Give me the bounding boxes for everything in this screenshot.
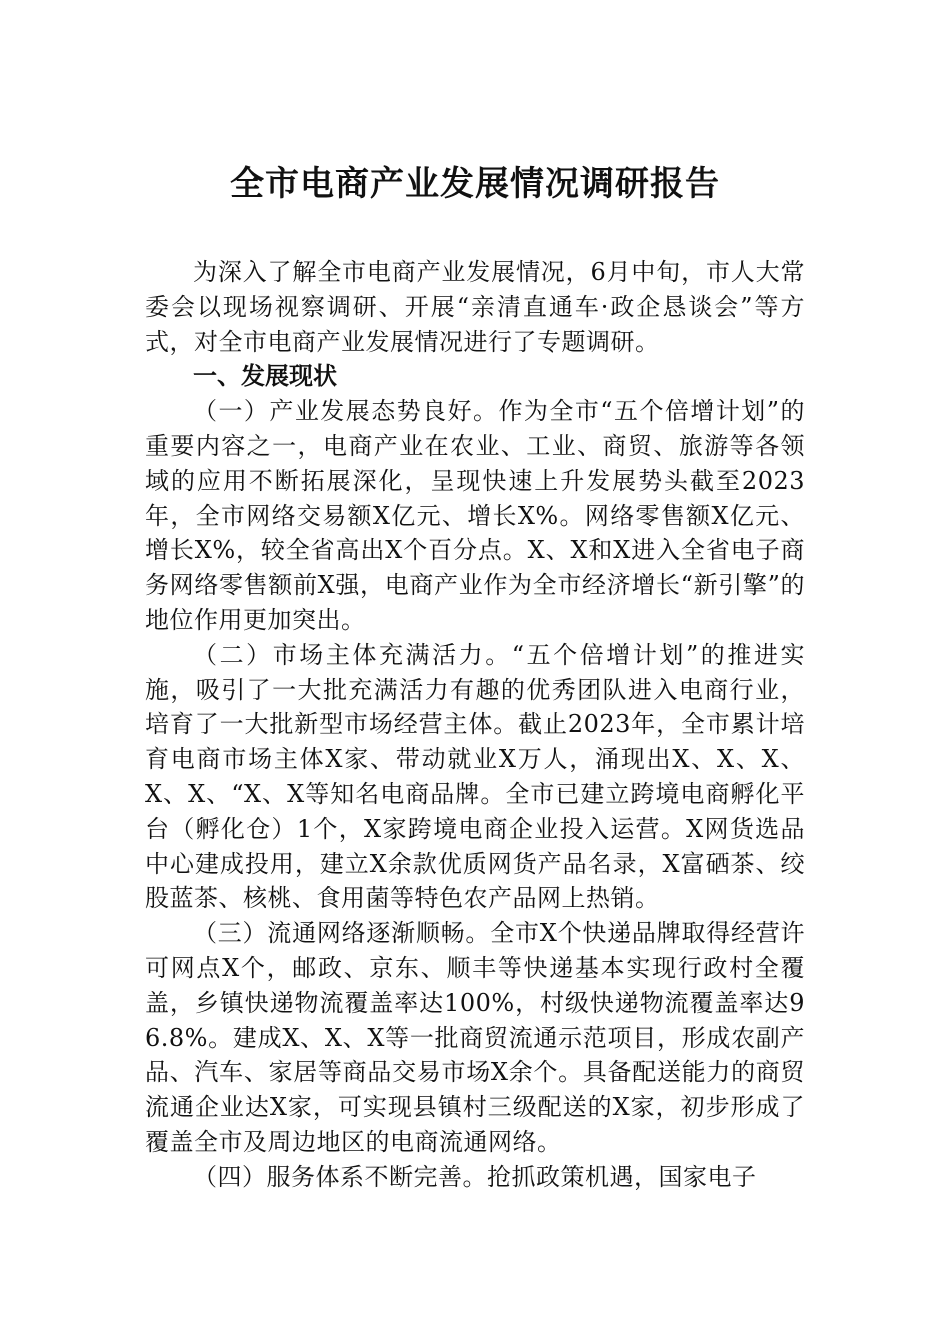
intro-paragraph: 为深入了解全市电商产业发展情况，6月中旬，市人大常委会以现场视察调研、开展“亲清直通车·政企恳谈会”等方式，对全市电商产业发展情况进行了专题调研。 xyxy=(145,258,805,356)
paragraph-4: （四）服务体系不断完善。抢抓政策机遇，国家电子 xyxy=(193,1162,757,1191)
section-heading: 一、发展现状 xyxy=(193,362,337,391)
paragraph-1: （一）产业发展态势良好。作为全市“五个倍增计划”的重要内容之一，电商产业在农业、工业、商贸、旅游等各领域的应用不断拓展深化，呈现快速上升发展势头截至2023年，全市网络交易额X亿元、增长X%。网络零售额X亿元、增长X%，较全省高出X个百分点。X、X和X进入全省电子商务网络零售额前X强，电商产业作为全市经济增长“新引擎”的地位作用更加突出。 xyxy=(145,397,805,634)
document-title: 全市电商产业发展情况调研报告 xyxy=(230,164,720,204)
document-body xyxy=(145,255,805,1195)
paragraph-3: （三）流通网络逐渐顺畅。全市X个快递品牌取得经营许可网点X个，邮政、京东、顺丰等快递基本实现行政村全覆盖，乡镇快递物流覆盖率达100%，村级快递物流覆盖率达96.8%。建成X、X、X等一批商贸流通示范项目，形成农副产品、汽车、家居等商品交易市场X余个。具备配送能力的商贸流通企业达X家，可实现县镇村三级配送的X家，初步形成了覆盖全市及周边地区的电商流通网络。 xyxy=(145,919,805,1156)
paragraph-2: （二）市场主体充满活力。“五个倍增计划”的推进实施，吸引了一大批充满活力有趣的优秀团队进入电商行业，培育了一大批新型市场经营主体。截止2023年，全市累计培育电商市场主体X家、带动就业X万人，涌现出X、X、X、X、X、“X、X等知名电商品牌。全市已建立跨境电商孵化平台（孵化仓）1个，X家跨境电商企业投入运营。X网货选品中心建成投用，建立X余款优质网货产品名录，X富硒茶、绞股蓝茶、核桃、食用菌等特色农产品网上热销。 xyxy=(145,640,805,913)
